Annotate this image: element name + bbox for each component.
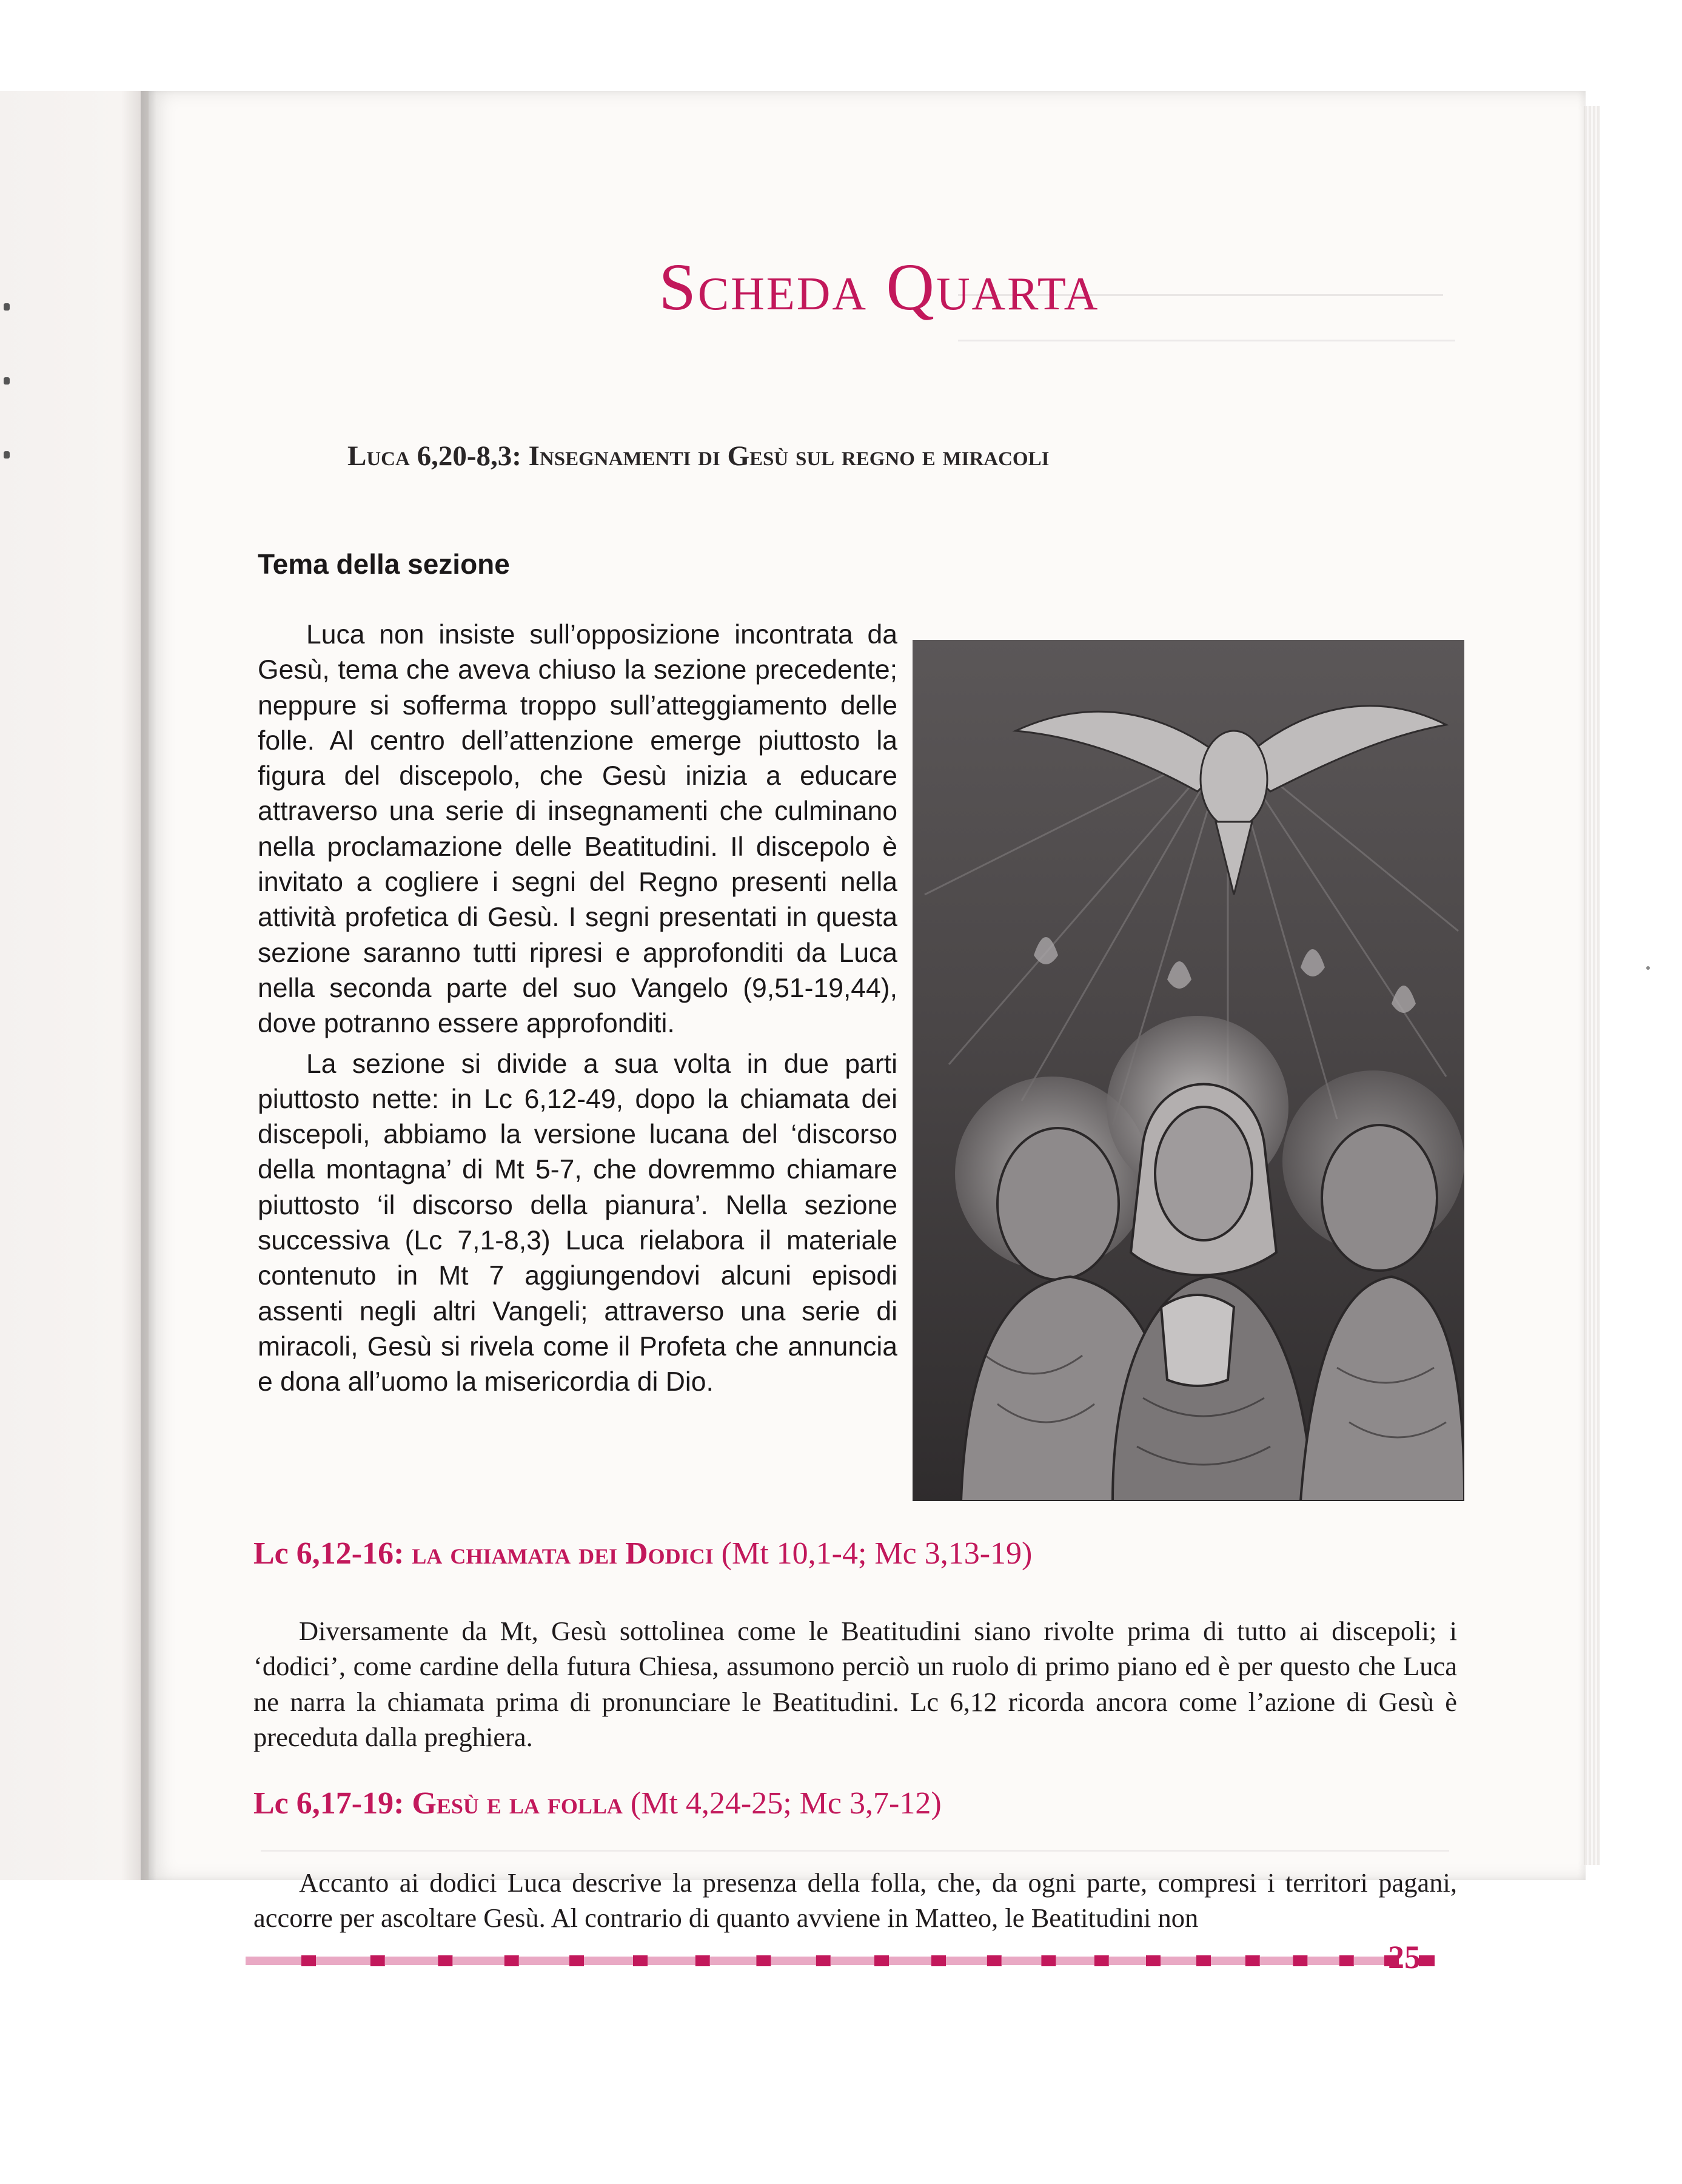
section-heading: Luca 6,20-8,3: Insegnamenti di Gesù sul regno e miracoli [347,440,1050,472]
spine-shadow [141,91,156,1880]
footer-block-dark [1146,1955,1161,1966]
footer-block-light [1056,1957,1094,1965]
footer-block-dark [816,1955,831,1966]
intro-paragraph-1: Luca non insiste sull’opposizione incontrata da Gesù, tema che aveva chiuso la sezione precedente; neppure si sofferma troppo sull’atteggiamento delle folle. Al centro dell’attenzione emerge piuttosto la figura del discepolo, che Gesù inizia a educare attraverso una serie di insegnamenti che culminano nella proclamazione delle Beatitudini. Il discepolo è invitato a cogliere i segni del Regno presenti nella attività profetica di Gesù. I segni presentati in questa sezione saranno tutti ripresi e approfonditi da Luca nella seconda parte del suo Vangelo (9,51-19,44), dove potranno essere approfonditi. [258,620,897,1039]
footer-block-dark [931,1955,946,1966]
facing-page-marks [4,303,12,525]
pericope-ref-1: Lc 6,12-16: [253,1536,404,1571]
footer-block-light [1161,1957,1196,1965]
footer-block-dark [438,1955,452,1966]
footer-block-dark [301,1955,316,1966]
pentecost-relief-image [913,640,1464,1501]
footer-block-dark [1293,1955,1307,1966]
footer-block-dark [569,1955,584,1966]
footer-block-light [385,1957,438,1965]
footer-block-light [831,1957,874,1965]
page-number: 25 [1388,1939,1421,1975]
footer-block-dark [1196,1955,1211,1966]
pericope-heading-2 [253,1786,942,1821]
footer-block-dark [504,1955,519,1966]
pericope-heading-1 [253,1536,1032,1571]
footer-block-dark [370,1955,385,1966]
intro-paragraph-2: La sezione si divide a sua volta in due parti piuttosto nette: in Lc 6,12-49, dopo la chiamata dei discepoli, abbiamo la versione lucana del ‘discorso della montagna’ di Mt 5-7, che dovremmo chiamare piuttosto ‘il discorso della pianura’. Nella sezione successiva (Lc 7,1-8,3) Luca rielabora il materiale contenuto in Mt 7 aggiungendovi alcuni episodi assenti negli altri Vangeli; attraverso una serie di miracoli, Gesù si rivela come il Profeta che annuncia e dona all’uomo la misericordia di Dio. [258,1049,897,1397]
pericope-title-2: Gesù e la folla [412,1786,623,1821]
scan-speck [1646,966,1650,970]
footer-block-light [316,1957,370,1965]
pericope-title-1: la chiamata dei Dodici [412,1536,714,1571]
footer-decorative-bar [246,1954,1437,1969]
footer-block-dark [987,1955,1002,1966]
footer-block-dark [1245,1955,1260,1966]
footer-block-dark [695,1955,710,1966]
artwork-illustration [913,640,1464,1501]
footer-block-dark [1041,1955,1056,1966]
footer-block-light [710,1957,757,1965]
intro-column [258,617,897,1400]
page-title: Scheda Quarta [658,250,1100,324]
footer-block-light [452,1957,504,1965]
footer-block-light [584,1957,633,1965]
pericope-parallels-1: (Mt 10,1-4; Mc 3,13-19) [721,1536,1033,1571]
pericope-ref-2: Lc 6,17-19: [253,1786,404,1821]
footer-block-dark [1339,1955,1354,1966]
footer-block-light [771,1957,816,1965]
footer-block-dark [1094,1955,1109,1966]
pericope-parallels-2: (Mt 4,24-25; Mc 3,7-12) [630,1786,942,1821]
section-subheading: Tema della sezione [258,548,510,580]
footer-block-dark [874,1955,889,1966]
footer-block-dark [633,1955,648,1966]
footer-block-dark [756,1955,771,1966]
footer-block-light [648,1957,695,1965]
footer-block-light [519,1957,569,1965]
pericope-text-2: Accanto ai dodici Luca descrive la presenza della folla, che, da ogni parte, compresi i territori pagani, accorre per ascoltare Gesù. Al contrario di quanto avviene in Matteo, le Beatitudini non [253,1867,1457,1934]
footer-block-light [946,1957,987,1965]
footer-block-light [1260,1957,1293,1965]
footer-block-light [1307,1957,1339,1965]
footer-pattern [246,1954,1437,1969]
footer-block-light [1109,1957,1146,1965]
pericope-text-1: Diversamente da Mt, Gesù sottolinea come le Beatitudini siano rivolte prima di tutto ai discepoli; i ‘dodici’, come cardine della futura Chiesa, assumono perciò un ruolo di primo piano ed è per questo che Luca ne narra la chiamata prima di pronunciare le Beatitudini. Lc 6,12 ricorda ancora come l’azione di Gesù è preceduta dalla preghiera. [253,1616,1457,1752]
page-edges [1584,106,1600,1865]
facing-page [0,91,152,1880]
footer-block-light [1211,1957,1245,1965]
footer-block-light [1002,1957,1042,1965]
footer-block-light [889,1957,931,1965]
footer-block-light [246,1957,301,1965]
